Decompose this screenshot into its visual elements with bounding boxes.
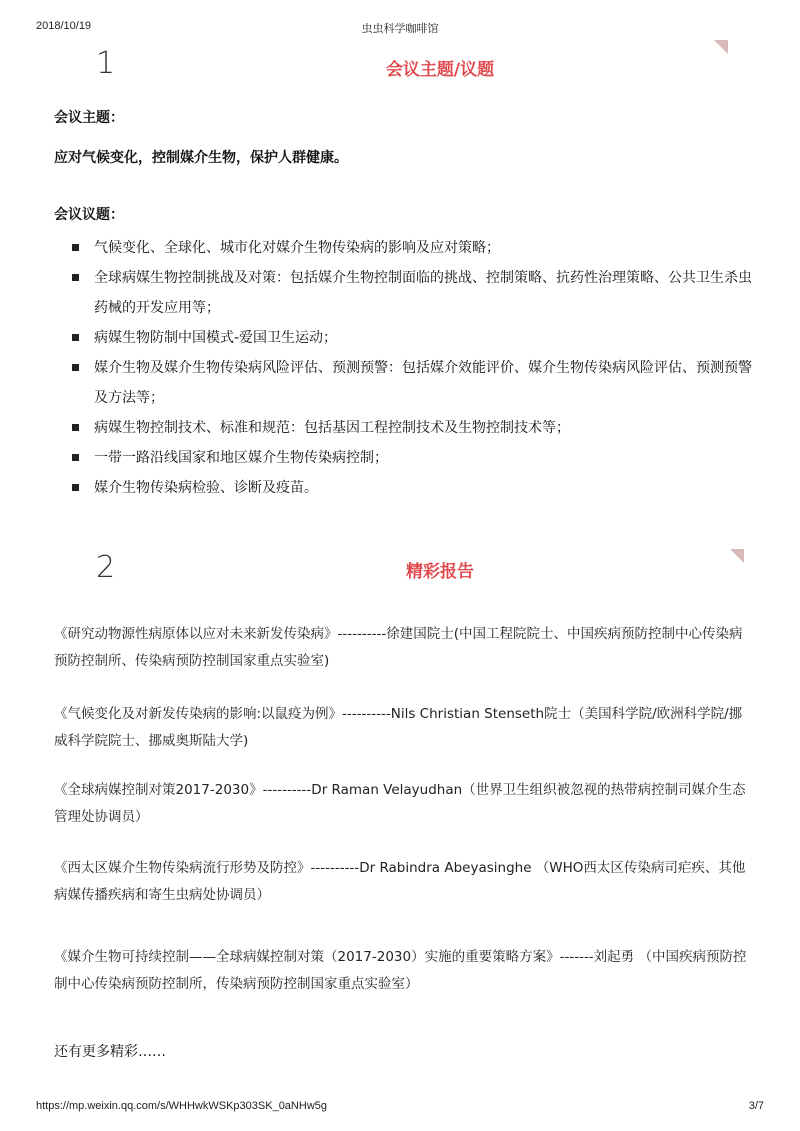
footer-page-number: 3/7 bbox=[748, 1100, 764, 1112]
list-item: 病媒生物控制技术、标准和规范：包括基因工程控制技术及生物控制技术等； bbox=[72, 413, 762, 443]
more-text: 还有更多精彩…… bbox=[54, 1044, 166, 1060]
section-2-title: 精彩报告 bbox=[406, 562, 474, 582]
page-header bbox=[36, 20, 764, 36]
topics-label: 会议议题： bbox=[54, 207, 124, 223]
bullet-square-icon bbox=[72, 274, 79, 281]
section-1-title: 会议主题/议题 bbox=[385, 60, 495, 80]
report-item-4: 《西太区媒介生物传染病流行形势及防控》----------Dr Rabindra Abeyasinghe （WHO西太区传染病司疟疾、其他病媒传播疾病和寄生虫病处协调员） bbox=[54, 860, 746, 903]
list-item: 全球病媒生物控制挑战及对策：包括媒介生物控制面临的挑战、控制策略、抗药性治理策略、公共卫生杀虫药械的开发应用等； bbox=[72, 263, 762, 323]
corner-decoration-1 bbox=[714, 40, 728, 54]
list-item: 媒介生物及媒介生物传染病风险评估、预测预警：包括媒介效能评价、媒介生物传染病风险评估、预测预警及方法等； bbox=[72, 353, 762, 413]
list-item: 媒介生物传染病检验、诊断及疫苗。 bbox=[72, 473, 762, 503]
list-item: 一带一路沿线国家和地区媒介生物传染病控制； bbox=[72, 443, 762, 473]
theme-label: 会议主题： bbox=[54, 110, 124, 126]
bullet-square-icon bbox=[72, 484, 79, 491]
report-item-1: 《研究动物源性病原体以应对未来新发传染病》----------徐建国院士(中国工程院院士、中国疾病预防控制中心传染病预防控制所、传染病预防控制国家重点实验室) bbox=[54, 626, 743, 669]
report-item-2: 《气候变化及对新发传染病的影响:以鼠疫为例》----------Nils Christian Stenseth院士（美国科学院/欧洲科学院/挪威科学院院士、挪威奥斯陆大学) bbox=[54, 706, 743, 749]
list-item: 气候变化、全球化、城市化对媒介生物传染病的影响及应对策略； bbox=[72, 233, 762, 263]
header-site-title: 虫虫科学咖啡馆 bbox=[361, 23, 439, 35]
footer-url[interactable]: https://mp.weixin.qq.com/s/WHHwkWSKp303SK_0aNHw5g bbox=[36, 1100, 327, 1112]
bullet-square-icon bbox=[72, 364, 79, 371]
topics-list bbox=[72, 233, 762, 503]
report-item-3: 《全球病媒控制对策2017-2030》----------Dr Raman Velayudhan（世界卫生组织被忽视的热带病控制司媒介生态管理处协调员） bbox=[54, 782, 746, 825]
bullet-square-icon bbox=[72, 244, 79, 251]
bullet-square-icon bbox=[72, 424, 79, 431]
theme-text: 应对气候变化，控制媒介生物，保护人群健康。 bbox=[54, 150, 348, 166]
list-item: 病媒生物防制中国模式-爱国卫生运动； bbox=[72, 323, 762, 353]
bullet-square-icon bbox=[72, 454, 79, 461]
report-item-5: 《媒介生物可持续控制——全球病媒控制对策（2017-2030）实施的重要策略方案》-------刘起勇 （中国疾病预防控制中心传染病预防控制所，传染病预防控制国家重点实验室） bbox=[54, 949, 747, 992]
section-1-number: 1 bbox=[96, 46, 116, 81]
section-2-number: 2 bbox=[96, 550, 116, 585]
bullet-square-icon bbox=[72, 334, 79, 341]
page-footer bbox=[36, 1100, 764, 1116]
header-date: 2018/10/19 bbox=[36, 20, 92, 32]
